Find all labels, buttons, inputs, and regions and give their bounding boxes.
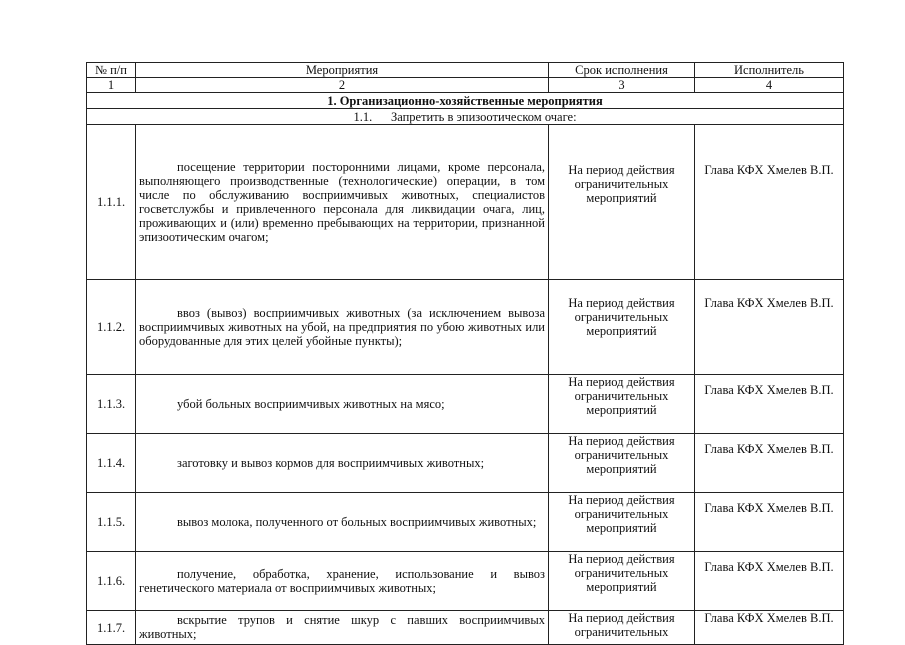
document-page xyxy=(86,62,843,645)
row-number: 1.1.5. xyxy=(87,493,136,552)
row-measure xyxy=(136,280,549,375)
table-row xyxy=(87,375,844,434)
row-number: 1.1.1. xyxy=(87,125,136,280)
row-measure xyxy=(136,493,549,552)
row-executor: Глава КФХ Хмелев В.П. xyxy=(695,375,844,434)
subsection-number: 1.1. xyxy=(353,109,373,124)
row-term: На период действия ограничительных мероприятий xyxy=(549,493,695,552)
row-executor: Глава КФХ Хмелев В.П. xyxy=(695,125,844,280)
section-title: 1. Организационно-хозяйственные мероприятия xyxy=(87,93,844,109)
measures-table xyxy=(86,62,844,645)
row-measure-text: посещение территории посторонними лицами, кроме персонала, выполняющего производственные (технологические) операции, в том числе по обслуживанию восприимчивых животных, специалистов госветслужбы и привлеченного персонала для ликвидации очага, лиц, проживающих и (или) временно пребывающих на территории, признанной эпизоотическим очагом; xyxy=(139,160,545,244)
header-number: № п/п xyxy=(87,63,136,78)
table-row xyxy=(87,552,844,611)
row-executor: Глава КФХ Хмелев В.П. xyxy=(695,552,844,611)
row-measure-text: вскрытие трупов и снятие шкур с павших восприимчивых животных; xyxy=(139,613,545,641)
row-executor: Глава КФХ Хмелев В.П. xyxy=(695,493,844,552)
column-number: 3 xyxy=(549,78,695,93)
row-number: 1.1.2. xyxy=(87,280,136,375)
subsection-row xyxy=(87,109,844,125)
row-measure xyxy=(136,434,549,493)
subsection-title: Запретить в эпизоотическом очаге: xyxy=(390,109,577,124)
column-number: 1 xyxy=(87,78,136,93)
subsection-heading xyxy=(87,109,844,125)
row-executor: Глава КФХ Хмелев В.П. xyxy=(695,434,844,493)
row-measure xyxy=(136,611,549,645)
column-number-row xyxy=(87,78,844,93)
table-row xyxy=(87,434,844,493)
header-term: Срок исполнения xyxy=(549,63,695,78)
row-term: На период действия ограничительных xyxy=(549,611,695,645)
table-row xyxy=(87,125,844,280)
table-row xyxy=(87,280,844,375)
header-measures: Мероприятия xyxy=(136,63,549,78)
row-measure-text: получение, обработка, хранение, использование и вывоз генетического материала от восприимчивых животных; xyxy=(139,567,545,595)
column-number: 2 xyxy=(136,78,549,93)
row-measure xyxy=(136,125,549,280)
row-executor: Глава КФХ Хмелев В.П. xyxy=(695,611,844,645)
row-number: 1.1.4. xyxy=(87,434,136,493)
row-term: На период действия ограничительных мероприятий xyxy=(549,552,695,611)
table-row xyxy=(87,493,844,552)
row-term: На период действия ограничительных мероприятий xyxy=(549,280,695,375)
row-measure-text: вывоз молока, полученного от больных восприимчивых животных; xyxy=(177,515,537,529)
row-measure-text: убой больных восприимчивых животных на мясо; xyxy=(177,397,445,411)
row-measure xyxy=(136,375,549,434)
header-executor: Исполнитель xyxy=(695,63,844,78)
row-term: На период действия ограничительных мероприятий xyxy=(549,434,695,493)
section-row xyxy=(87,93,844,109)
row-number: 1.1.7. xyxy=(87,611,136,645)
row-number: 1.1.6. xyxy=(87,552,136,611)
row-measure-text: заготовку и вывоз кормов для восприимчивых животных; xyxy=(177,456,485,470)
row-number: 1.1.3. xyxy=(87,375,136,434)
row-measure-text: ввоз (вывоз) восприимчивых животных (за исключением вывоза восприимчивых животных на убой, на предприятия по убою животных или оборудованные для этих целей убойные пункты); xyxy=(139,306,545,348)
table-row xyxy=(87,611,844,645)
row-executor: Глава КФХ Хмелев В.П. xyxy=(695,280,844,375)
row-measure xyxy=(136,552,549,611)
column-number: 4 xyxy=(695,78,844,93)
row-term: На период действия ограничительных мероприятий xyxy=(549,375,695,434)
header-row xyxy=(87,63,844,78)
row-term: На период действия ограничительных мероприятий xyxy=(549,125,695,280)
